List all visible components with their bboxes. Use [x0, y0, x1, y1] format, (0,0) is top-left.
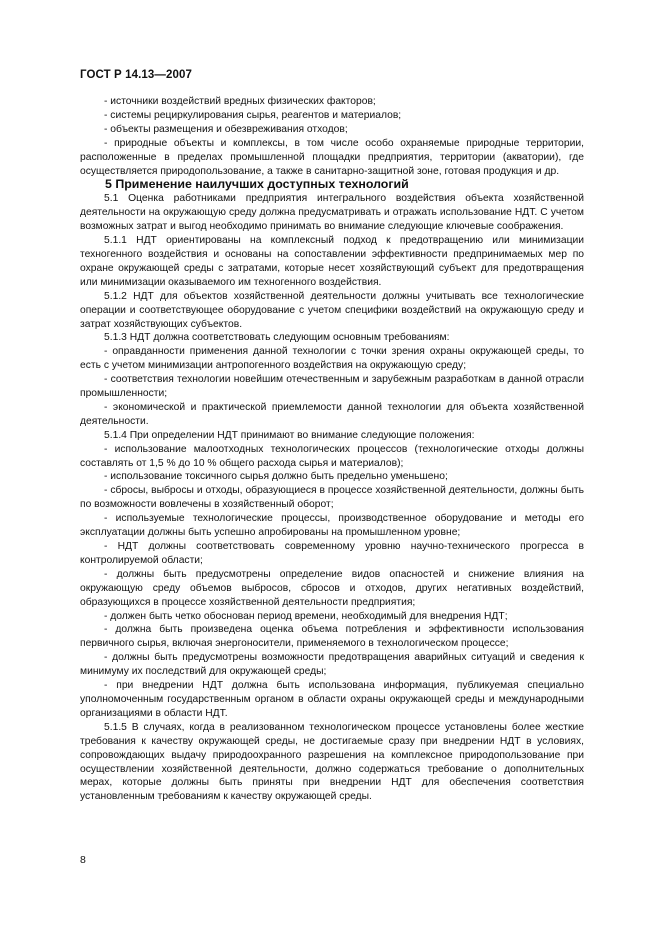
- provision-item: - используемые технологические процессы, производственное оборудование и методы его эксплуатации должны быть успешно апробированы на промышленном уровне;: [80, 513, 584, 539]
- provision-item: - должен быть четко обоснован период времени, необходимый для внедрения НДТ;: [104, 610, 508, 622]
- paragraph-5-1-1: 5.1.1 НДТ ориентированы на комплексный подход к предотвращению или минимизации техногенного воздействия и основаны на сопоставлении эффективности предпринимаемых мер по охране окружающей среды с затратами, которые несет хозяйствующий субъект для предотвращения или минимизации оказываемого им техногенного воздействия.: [80, 235, 584, 288]
- provision-item: - должны быть предусмотрены определение видов опасностей и снижение влияния на окружающую среду объемов выбросов, сбросов и отходов, других негативных воздействий, образующихся в процессе хозяйственной деятельности предприятия;: [80, 568, 584, 608]
- paragraph-5-1: 5.1 Оценка работниками предприятия интегрального воздействия объекта хозяйственной деятельности на окружающую среду должна предусматривать и отражать использование НДТ. С учетом возможных затрат и выгод необходимо принимать во внимание следующие ключевые соображения.: [80, 193, 584, 233]
- paragraph-5-1-2: 5.1.2 НДТ для объектов хозяйственной деятельности должны учитывать все технологические операции и соответствующее оборудование с учетом специфики воздействий на окружающую среду и затрат хозяйствующих субъектов.: [80, 290, 584, 330]
- provision-item: - НДТ должны соответствовать современному уровню научно-технического прогресса в контролируемой области;: [80, 541, 584, 566]
- provision-item: - использование малоотходных технологических процессов (технологические отходы должны составлять от 1,5 % до 10 % общего расхода сырья и материалов);: [80, 443, 584, 469]
- provision-item: - должна быть произведена оценка объема потребления и эффективности использования первичного сырья, включая энергоносители, применяемого в технологическом процессе;: [80, 624, 584, 650]
- provision-item: - сбросы, выбросы и отходы, образующиеся в процессе хозяйственной деятельности, должны быть по возможности вовлечены в хозяйственный оборот;: [80, 485, 584, 511]
- page-number: 8: [80, 854, 86, 866]
- intro-list-item: - системы рециркулирования сырья, реагентов и материалов;: [104, 109, 402, 121]
- document-body: [80, 95, 584, 804]
- section-title: 5 Применение наилучших доступных технологий: [105, 177, 409, 192]
- paragraph-5-1-3: 5.1.3 НДТ должна соответствовать следующим основным требованиям:: [104, 332, 450, 344]
- intro-list-item: - источники воздействий вредных физических факторов;: [104, 96, 376, 107]
- provision-item: - при внедрении НДТ должна быть использована информация, публикуемая специально уполномоченным государственным органом в области охраны окружающей среды и международными организациями в области НДТ.: [80, 680, 584, 719]
- provision-item: - использование токсичного сырья должно быть предельно уменьшено;: [104, 471, 448, 483]
- intro-list-item: - объекты размещения и обезвреживания отходов;: [104, 123, 348, 135]
- requirement-item: - экономической и практической приемлемости данной технологии для объекта хозяйственной деятельности.: [80, 401, 584, 427]
- provision-item: - должны быть предусмотрены возможности предотвращения аварийных ситуаций и сведения к минимуму их последствий для окружающей среды;: [80, 652, 584, 678]
- requirement-item: - соответствия технологии новейшим отечественным и зарубежным разработкам в данной отрасли промышленности;: [80, 374, 584, 400]
- requirement-item: - оправданности применения данной технологии с точки зрения охраны окружающей среды, то есть с учетом минимизации антропогенного воздействия на окружающую среду;: [80, 346, 584, 372]
- intro-list-item: - природные объекты и комплексы, в том числе особо охраняемые природные территории, расположенные в пределах промышленной площадки предприятия, территории (акватории), где осуществляется природопользование, а также в санитарно-защитной зоне, готовая продукция и др.: [80, 137, 584, 177]
- standard-header: ГОСТ Р 14.13—2007: [80, 69, 192, 81]
- paragraph-5-1-5: 5.1.5 В случаях, когда в реализованном технологическом процессе установлены более жесткие требования к качеству окружающей среды, не достигаемые сразу при внедрении НДТ в условиях, сопровождающих выдачу природоохранного разрешения на комплексное природопользование при осуществлении хозяйственной деятельности, должно содержаться требование о дополнительных мерах, которые должны быть приняты при внедрении НДТ для обеспечения соответствия установленным требованиям к качеству окружающей среды.: [80, 721, 584, 803]
- paragraph-5-1-4: 5.1.4 При определении НДТ принимают во внимание следующие положения:: [104, 429, 475, 441]
